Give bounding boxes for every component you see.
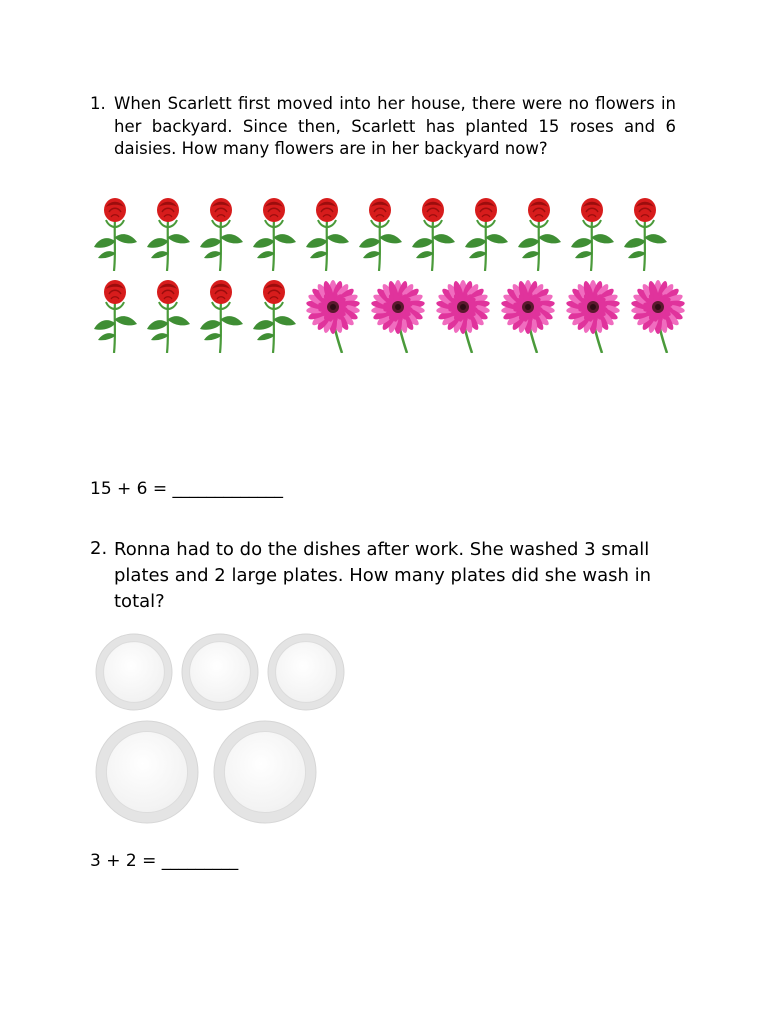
rose-icon (461, 197, 511, 275)
rose-icon (196, 197, 246, 275)
flower-illustration (90, 197, 680, 442)
rose-icon (196, 279, 246, 357)
daisy-icon (302, 279, 364, 357)
rose-icon (355, 197, 405, 275)
rose-icon (249, 197, 299, 275)
daisy-icon (367, 279, 429, 357)
problem-2-number: 2. (90, 538, 108, 559)
rose-icon (90, 197, 140, 275)
equation-2: 3 + 2 = _________ (90, 851, 239, 871)
small-plate-icon (267, 633, 345, 715)
plate-illustration (92, 633, 342, 833)
rose-icon (408, 197, 458, 275)
rose-icon (514, 197, 564, 275)
rose-icon (302, 197, 352, 275)
rose-icon (567, 197, 617, 275)
daisy-icon (432, 279, 494, 357)
rose-icon (249, 279, 299, 357)
problem-2-text: Ronna had to do the dishes after work. She washed 3 small plates and 2 large plates. How many plates did she wash in total? (114, 539, 652, 612)
large-plate-icon (95, 720, 199, 828)
rose-icon (90, 279, 140, 357)
problem-1-text: When Scarlett first moved into her house, there were no flowers in her backyard. Since then, Scarlett has planted 15 roses and 6 daisies. How many flowers are in her backyard now? (114, 94, 676, 158)
rose-icon (143, 197, 193, 275)
small-plate-icon (181, 633, 259, 715)
small-plate-icon (95, 633, 173, 715)
daisy-icon (562, 279, 624, 357)
equation-1: 15 + 6 = _____________ (90, 479, 284, 499)
rose-icon (143, 279, 193, 357)
daisy-icon (627, 279, 689, 357)
daisy-icon (497, 279, 559, 357)
rose-icon (620, 197, 670, 275)
problem-1-number: 1. (90, 94, 106, 113)
large-plate-icon (213, 720, 317, 828)
